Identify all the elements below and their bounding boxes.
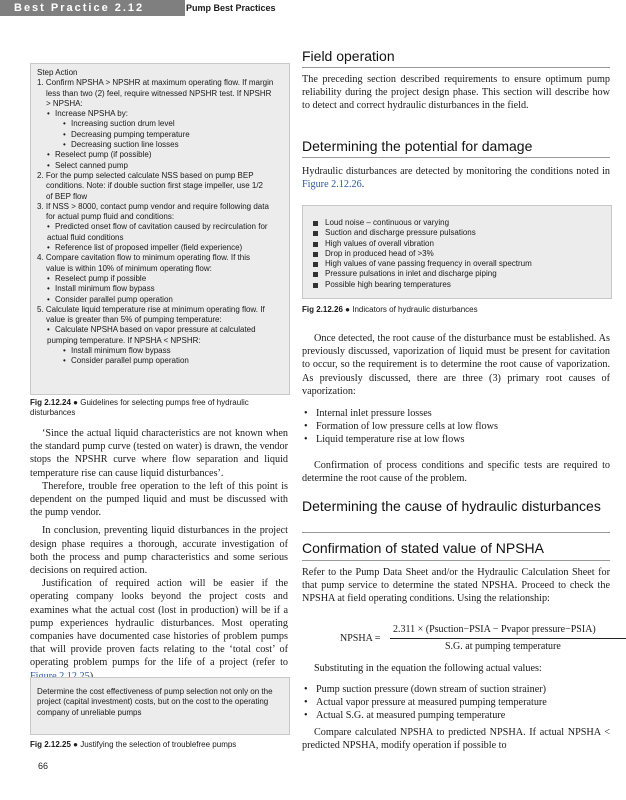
list-item: • Liquid temperature rise at low flows [302,433,610,446]
figure-link[interactable]: Figure 2.12.26 [302,179,362,191]
fig-2-12-26-list [311,218,532,290]
bullet-icon: • [47,150,50,160]
fig-2-12-24-line: 3. If NSS > 8000, contact pump vendor and require following data [37,201,269,211]
fig-2-12-24-line: Step Action [37,68,78,77]
fraction-bar [390,638,626,639]
fig-2-12-24-line: 5. Calculate liquid temperature rise at minimum operating flow. If [37,304,265,314]
divider [302,560,610,561]
fig-2-12-24-line: actual fluid conditions [47,232,124,242]
section-label: Best Practice 2.12 [14,2,145,14]
indicator-item: High values of overall vibration [311,239,532,249]
fig-2-12-24-line: value is greater than 5% of pumping temperature: [46,315,222,325]
fig-2-12-24-line: 4. Compare cavitation flow to minimum operating flow. If this [37,253,250,263]
bullet-icon: • [63,129,66,139]
indicator-item: Suction and discharge pressure pulsations [311,228,532,238]
formula-lhs: NPSHA = [340,633,381,644]
fig-2-12-24-line: • Reselect pump (if possible) [47,150,152,160]
fig-2-12-25-text: Determine the cost effectiveness of pump selection not only on the project (capital investment) costs, but on the cost to the operating company of unreliable pumps [37,687,273,717]
compare-text: Compare calculated NPSHA to predicted NPSHA. If actual NPSHA < predicted NPSHA, modify operation if possible to [302,727,610,752]
bullet-icon: • [47,294,50,304]
bullet-icon: • [47,325,50,335]
potential-text: Hydraulic disturbances are detected by monitoring the conditions noted in Figure 2.12.26. [302,166,610,191]
fig-2-12-24-line: • Consider parallel pump operation [47,294,173,304]
fig-2-12-24-line: • Reference list of proposed impeller (field experience) [47,243,243,253]
fig-2-12-26-box [302,205,612,299]
root-causes-list [302,407,610,447]
bullet-icon: • [47,284,50,294]
fig-2-12-25-box [30,677,290,735]
bullet-icon: • [47,273,50,283]
indicator-item: High values of vane passing frequency in overall spectrum [311,259,532,269]
list-item: • Actual S.G. at measured pumping temperature [302,709,610,722]
formula-denominator: S.G. at pumping temperature [445,641,561,652]
fig-2-12-24-line: conditions. Note: if double suction first stage impeller, use 1/2 [46,181,264,191]
fig-2-12-24-line: • Predicted onset flow of cavitation caused by recirculation for [47,222,268,232]
list-item: • Actual vapor pressure at measured pumping temperature [302,696,610,709]
list-item: • Formation of low pressure cells at low flows [302,420,610,433]
field-operation-text: The preceding section described requirements to ensure optimum pump reliability during the project design phase. This section will describe how to detect and correct hydraulic disturbances in the field. [302,74,610,112]
fig-2-12-24-line: > NPSHA: [46,98,83,108]
fig-2-12-24-line: • Decreasing pumping temperature [63,129,190,139]
bullet-icon: • [47,109,50,119]
bullet-icon: • [47,243,50,253]
left-body [30,427,288,683]
fig-2-12-24-line: • Install minimum flow bypass [63,346,171,356]
list-item: • Internal inlet pressure losses [302,407,610,420]
subst-text: Substituting in the equation the following actual values: [314,663,542,674]
bullet-icon: • [63,346,66,356]
heading-potential-damage: Determining the potential for damage [302,138,533,154]
paragraph: Justification of required action will be easier if the operating company looks beyond the project costs and examines what the actual cost (lost in production) will be if a pump experiences hydraulic disturbances. Most operating companies have documented case histories of problem pumps that will provide proven facts relating to the ‘total cost’ of operating problem pumps for the life of a project (refer to [30,577,288,683]
heading-field-operation: Field operation [302,48,395,64]
divider [302,157,610,158]
fig-2-12-24-line: • Install minimum flow bypass [47,284,155,294]
bullet-icon: • [47,160,50,170]
indicator-item: Possible high bearing temperatures [311,280,532,290]
paragraph: In conclusion, preventing liquid disturbances in the project design phase requires a thorough, accurate investigation of both the process and pump characteristics and some serious decisions on required action. [30,525,288,577]
running-title: Pump Best Practices [186,3,276,13]
confirm-text: Confirmation of process conditions and specific tests are required to determine the root cause of the problem. [302,460,610,485]
heading-cause: Determining the cause of hydraulic disturbances [302,498,601,514]
fig-2-12-24-line: less than two (2) feel, require witnessed NPSHR test. If NPSHR [46,88,272,98]
indicator-item: Pressure pulsations in inlet and discharge piping [311,269,532,279]
fig-2-12-24-line: 2. For the pump selected calculate NSS based on pump BEP [37,170,254,180]
section-tab [0,0,185,16]
fig-2-12-26-caption: Fig 2.12.26 ● Indicators of hydraulic disturbances [302,305,478,314]
fig-label: Fig 2.12.25 [30,740,71,749]
indicator-item: Drop in produced head of >3% [311,249,532,259]
fig-label: Fig 2.12.24 [30,398,71,407]
fig-2-12-24-line: • Decreasing suction line losses [63,140,179,150]
divider [302,67,610,68]
fig-2-12-24-line: • Consider parallel pump operation [63,356,189,366]
actual-values-list [302,683,610,723]
detected-text: Once detected, the root cause of the disturbance must be established. As previously discussed, vaporization of liquid must be present for cavitation to occur, so the requirement is to determine the root cause of vaporization. As previously discussed, there are three (3) primary root causes of vaporization: [302,333,610,397]
paragraph: ‘Since the actual liquid characteristics are not known when the standard pump curve (tested on water) is drawn, the vendor stops the NPSHR curve where flow separation and liquid temperature rise can cause liquid disturbances’. [30,428,288,479]
page-number: 66 [38,761,49,771]
npsh-text: Refer to the Pump Data Sheet and/or the Hydraulic Calculation Sheet for that pump service to determine the stated NPSHA. Proceed to check the NPSHA at field operating conditions. Using the relationship: [302,567,610,605]
fig-2-12-24-box [30,63,290,395]
fig-2-12-24-line: 1. Confirm NPSHA > NPSHR at maximum operating flow. If margin [37,78,274,88]
formula-numerator: 2.311 × (Psuction−PSIA − Pvapor pressure−PSIA) [393,624,596,635]
fig-2-12-24-caption: Fig 2.12.24 ● Guidelines for selecting pumps free of hydraulic disturbances [30,398,249,417]
fig-2-12-24-line: • Select canned pump [47,160,128,170]
fig-caption-text: Guidelines for selecting pumps free of hydraulic disturbances [30,398,249,417]
fig-2-12-24-line: of BEP flow [46,191,88,201]
fig-2-12-24-line: for actual pump fluid and conditions: [46,212,175,222]
bullet-icon: • [63,356,66,366]
fig-2-12-24-line: • Increase NPSHA by: [47,109,128,119]
fig-caption-text: Indicators of hydraulic disturbances [352,305,478,314]
fig-2-12-24-list [37,68,273,367]
bullet-icon: • [63,140,66,150]
list-item: • Pump suction pressure (down stream of suction strainer) [302,683,610,696]
fig-caption-text: Justifying the selection of troublefree pumps [80,740,237,749]
bullet-icon: • [63,119,66,129]
indicator-item: Loud noise – continuous or varying [311,218,532,228]
fig-2-12-24-line: pumping temperature. If NPSHA < NPSHR: [47,335,201,345]
fig-2-12-24-line: • Reselect pump if possible [47,273,147,283]
fig-2-12-24-line: value is within 10% of minimum operating flow: [46,263,212,273]
bullet-icon: • [47,222,50,232]
heading-npsh: Confirmation of stated value of NPSHA [302,540,545,556]
paragraph: Therefore, trouble free operation to the left of this point is dependent on the pumped liquid and must be discussed with the pump vendor. [30,480,288,519]
fig-2-12-24-line: • Increasing suction drum level [63,119,175,129]
fig-label: Fig 2.12.26 [302,305,343,314]
fig-2-12-24-line: • Calculate NPSHA based on vapor pressure at calculated [47,325,256,335]
fig-2-12-25-caption: Fig 2.12.25 ● Justifying the selection of troublefree pumps [30,740,237,749]
divider [302,532,610,533]
